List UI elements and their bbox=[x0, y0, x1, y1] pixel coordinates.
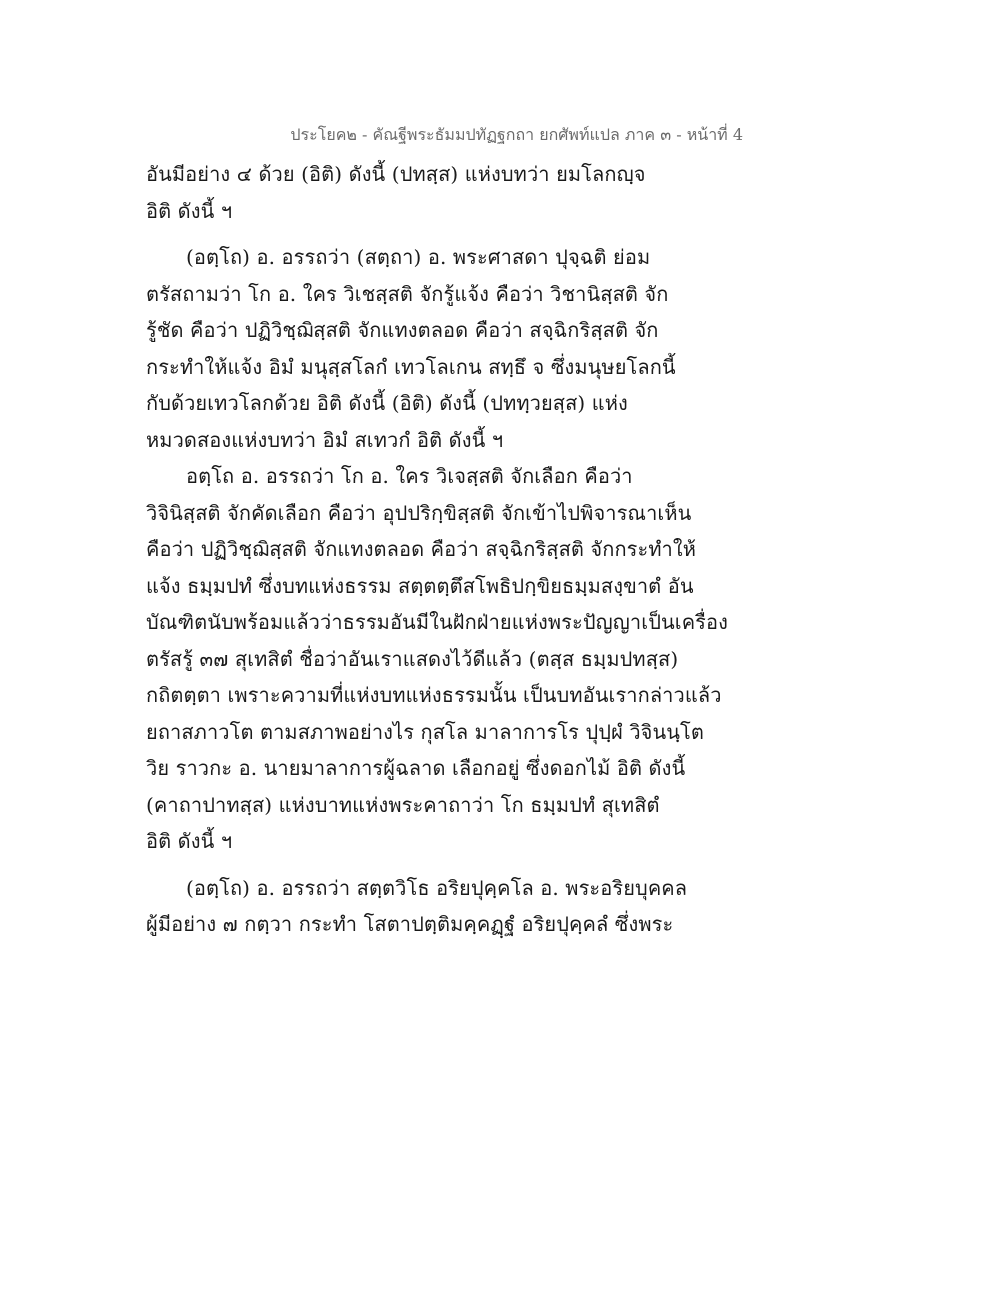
text-line: หมวดสองแห่งบทว่า อิมํ สเทวกํ อิติ ดังนี้ ฯ bbox=[146, 427, 504, 452]
text-line: กระทำให้แจ้ง อิมํ มนุสฺสโลกํ เทวโลเกน สทฺธึ จ ซึ่งมนุษยโลกนี้ bbox=[146, 354, 676, 379]
text-line: คือว่า ปฏิวิชฺฌิสฺสติ จักแทงตลอด คือว่า สจฺฉิกริสฺสติ จักกระทำให้ bbox=[146, 537, 697, 561]
text-line: รู้ชัด คือว่า ปฏิวิชฺฌิสฺสติ จักแทงตลอด คือว่า สจฺฉิกริสฺสติ จัก bbox=[146, 318, 659, 342]
text-line: กถิตตฺตา เพราะความที่แห่งบทแห่งธรรมนั้น เป็นบทอันเรากล่าวแล้ว bbox=[146, 683, 722, 707]
text-line: ผู้มีอย่าง ๗ กตฺวา กระทำ โสตาปตฺติมคฺคฏฺฐํ อริยปุคฺคลํ ซึ่งพระ bbox=[146, 912, 674, 936]
text-line: ตรัสรู้ ๓๗ สุเทสิตํ ชื่อว่าอันเราแสดงไว้ดีแล้ว (ตสฺส ธมฺมปทสฺส) bbox=[146, 646, 679, 671]
text-line: (อตฺโถ) อ. อรรถว่า สตฺตวิโธ อริยปุคฺคโล อ. พระอริยบุคคล bbox=[186, 875, 688, 900]
text-line: แจ้ง ธมฺมปทํ ซึ่งบทแห่งธรรม สตฺตตฺตึสโพธิปกฺขิยธมฺมสงฺขาตํ อัน bbox=[146, 573, 694, 598]
text-line: อิติ ดังนี้ ฯ bbox=[146, 198, 233, 223]
body-text bbox=[146, 156, 728, 943]
text-line: อตฺโถ อ. อรรถว่า โก อ. ใคร วิเจสฺสติ จักเลือก คือว่า bbox=[186, 464, 633, 488]
paragraph bbox=[146, 458, 728, 860]
page-header: ประโยค๒ - คัณฐีพระธัมมปทัฏฐกถา ยกศัพท์แปล ภาค ๓ - หน้าที่ 4 bbox=[290, 125, 743, 144]
text-line: วิจินิสฺสติ จักคัดเลือก คือว่า อุปปริกฺขิสฺสติ จักเข้าไปพิจารณาเห็น bbox=[146, 500, 692, 525]
text-line: วิย ราวกะ อ. นายมาลาการผู้ฉลาด เลือกอยู่ ซึ่งดอกไม้ อิติ ดังนี้ bbox=[146, 756, 686, 780]
text-line: อันมีอย่าง ๔ ด้วย (อิติ) ดังนี้ (ปทสฺส) แห่งบทว่า ยมโลกญฺจ bbox=[146, 162, 646, 186]
paragraph bbox=[146, 870, 706, 943]
paragraph bbox=[146, 239, 706, 458]
paragraph bbox=[146, 156, 706, 229]
text-line: (อตฺโถ) อ. อรรถว่า (สตฺถา) อ. พระศาสดา ปุจฺฉติ ย่อม bbox=[186, 245, 651, 269]
text-line: บัณฑิตนับพร้อมแล้วว่าธรรมอันมีในฝักฝ่ายแห่งพระปัญญาเป็นเครื่อง bbox=[146, 610, 728, 634]
text-line: อิติ ดังนี้ ฯ bbox=[146, 829, 233, 853]
text-line: ยถาสภาวโต ตามสภาพอย่างไร กุสโล มาลาการโร ปุปฺผํ วิจินนฺโต bbox=[146, 719, 704, 744]
text-line: ตรัสถามว่า โก อ. ใคร วิเชสฺสติ จักรู้แจ้ง คือว่า วิชานิสฺสติ จัก bbox=[146, 281, 669, 306]
text-line: (คาถาปาทสฺส) แห่งบาทแห่งพระคาถาว่า โก ธมฺมปทํ สุเทสิตํ bbox=[146, 792, 660, 817]
text-line: กับด้วยเทวโลกด้วย อิติ ดังนี้ (อิติ) ดังนี้ (ปททฺวยสฺส) แห่ง bbox=[146, 391, 628, 415]
